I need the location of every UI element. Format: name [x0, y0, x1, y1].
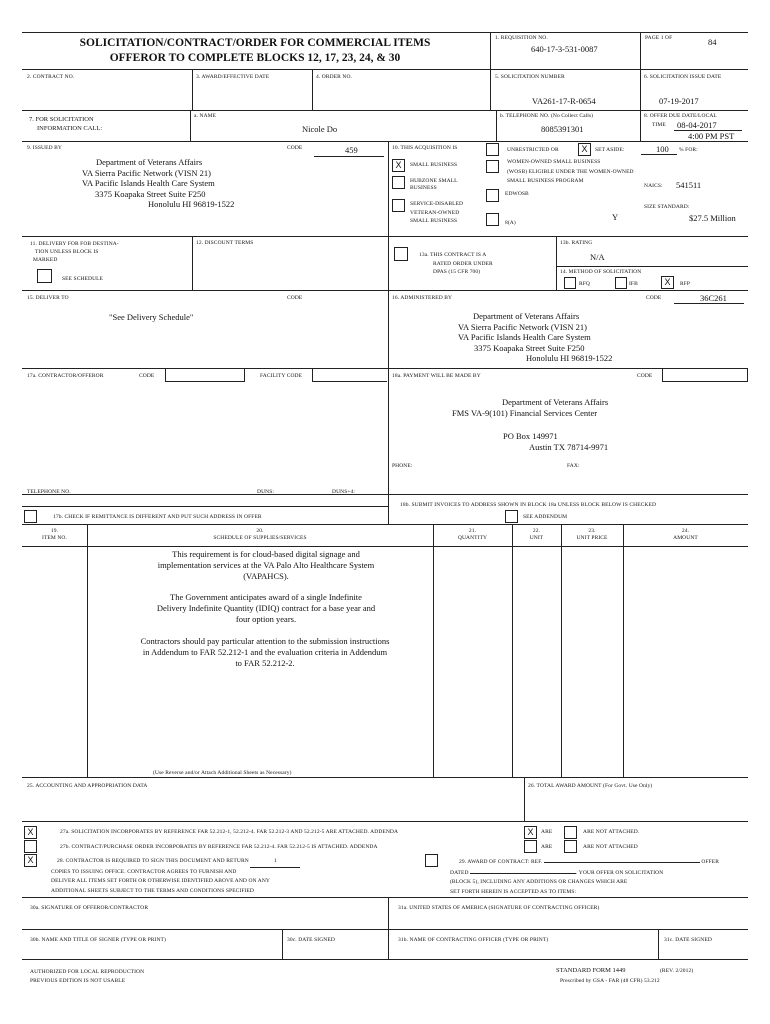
total-award-label: 26. TOTAL AWARD AMOUNT (For Govt. Use Only)	[528, 783, 653, 789]
deliver-to-label: 15. DELIVER TO	[27, 295, 69, 301]
rule	[388, 141, 389, 494]
footer-rev: (REV. 2/2012)	[660, 968, 694, 974]
rule	[388, 494, 389, 524]
edwosb-label: EDWOSB	[505, 191, 529, 197]
unrestricted-label: UNRESTRICTED OR	[507, 147, 559, 153]
schedule-paragraph: The Government anticipates award of a single Indefinite Delivery Indefinite Quantity (IDIQ) contract for a base year and four option years.	[156, 592, 376, 624]
27a-are-label: ARE	[541, 829, 553, 835]
addendum-label: SEE ADDENDUM	[523, 514, 568, 520]
rating-value: N/A	[590, 252, 605, 262]
col-item-no: 19. ITEM NO.	[42, 528, 67, 541]
small-business-label: SMALL BUSINESS	[410, 162, 458, 168]
order-no-label: 4. ORDER NO.	[316, 74, 353, 80]
rule	[490, 69, 491, 110]
remittance-checkbox[interactable]	[24, 510, 37, 523]
footer-prescribed: Prescribed by GSA - FAR (48 CFR) 53.212	[560, 978, 660, 984]
footer-auth: AUTHORIZED FOR LOCAL REPRODUCTION	[30, 969, 145, 975]
hubzone-checkbox[interactable]	[392, 176, 405, 189]
rating-label: 13b. RATING	[560, 240, 593, 246]
issue-date-label: 6. SOLICITATION ISSUE DATE	[644, 74, 722, 80]
27b-are-label: ARE	[541, 844, 553, 850]
wosb-label: WOMEN-OWNED SMALL BUSINESS (WOSB) ELIGIBLE UNDER THE WOMEN-OWNED SMALL BUSINESS PROGRAM	[507, 159, 634, 184]
deliver-to-value: "See Delivery Schedule"	[109, 312, 194, 322]
payment-code-field[interactable]	[662, 369, 748, 382]
facility-code-label: FACILITY CODE	[260, 373, 303, 379]
facility-code-field[interactable]	[312, 369, 387, 382]
payment-address: Department of Veterans Affairs FMS VA-9(101) Financial Services Center	[452, 397, 609, 418]
sdvosb-checkbox[interactable]	[392, 199, 405, 212]
28-checkbox[interactable]: X	[24, 854, 37, 867]
ifb-label: IFB	[629, 281, 638, 287]
rule	[22, 506, 388, 507]
edwosb-checkbox[interactable]	[486, 189, 499, 202]
27b-text: 27b. CONTRACT/PURCHASE ORDER INCORPORATES BY REFERENCE FAR 52.212-4. FAR 52.212-5 IS ATTACHED. ADDENDA	[60, 844, 378, 850]
contractor-code-label: CODE	[139, 373, 155, 379]
percent-for-label: % FOR:	[679, 147, 698, 153]
27b-are-not-label: ARE NOT ATTACHED	[583, 844, 638, 850]
hubzone-label: HUBZONE SMALL BUSINESS	[410, 178, 458, 191]
signer-date-label: 30c. DATE SIGNED	[287, 937, 335, 943]
rule	[22, 110, 748, 111]
payment-label: 18a. PAYMENT WILL BE MADE BY	[392, 373, 481, 379]
duns4-label: DUNS+4:	[332, 489, 356, 495]
col-unit-price: 23. UNIT PRICE	[576, 528, 608, 541]
rule	[640, 69, 641, 141]
8a-checkbox[interactable]	[486, 213, 499, 226]
rule	[641, 154, 677, 155]
col-unit: 22. UNIT	[529, 528, 544, 541]
27a-text: 27a. SOLICITATION INCORPORATES BY REFERENCE FAR 52.212-1, 52.212-4. FAR 52.212-3 AND 52.212-5 ARE ATTACHED. ADDENDA	[60, 829, 399, 835]
29-checkbox[interactable]	[425, 854, 438, 867]
size-standard: $27.5 Million	[689, 213, 736, 223]
telephone-number: 8085391301	[541, 124, 584, 134]
officer-name-label: 31b. NAME OF CONTRACTING OFFICER (TYPE OR PRINT)	[398, 937, 549, 943]
rule	[22, 546, 748, 547]
27a-checkbox[interactable]: X	[24, 826, 37, 839]
rule	[312, 69, 313, 110]
rule	[22, 290, 748, 291]
rule	[192, 69, 193, 110]
contractor-label: 17a. CONTRACTOR/OFFEROR	[27, 373, 104, 379]
rule	[496, 110, 497, 141]
deliver-to-code-label: CODE	[287, 295, 303, 301]
footer-prev: PREVIOUS EDITION IS NOT USABLE	[30, 978, 126, 984]
rule	[22, 236, 748, 237]
rule	[674, 303, 744, 304]
payment-po-box: PO Box 149971 Austin TX 78714-9971	[503, 431, 609, 452]
schedule-note: (Use Reverse and/or Attach Additional Sheets as Necessary)	[153, 770, 292, 776]
rule	[314, 156, 384, 157]
acquisition-label: 10. THIS ACQUISITION IS	[392, 145, 458, 151]
rule	[388, 897, 389, 959]
invoice-label: 18b. SUBMIT INVOICES TO ADDRESS SHOWN IN BLOCK 18a UNLESS BLOCK BELOW IS CHECKED	[400, 502, 657, 508]
rule	[433, 524, 434, 777]
offer-due-time: 4:00 PM PST	[688, 131, 735, 141]
administered-by-label: 16. ADMINISTERED BY	[392, 295, 453, 301]
requisition-label: 1. REQUISITION NO.	[495, 35, 548, 41]
29-text: 29. AWARD OF CONTRACT: REF. OFFER DATED . YOUR OFFER ON SOLICITATION (BLOCK 5), INCLUDING ANY ADDITIONS OR CHANGES WHICH ARE SET FORTH HEREIN IS ACCEPTED AS TO ITEMS:	[450, 859, 720, 895]
rfp-label: RFP	[680, 281, 691, 287]
set-aside-label: SET ASIDE:	[595, 147, 625, 153]
signature-offeror-label: 30a. SIGNATURE OF OFFEROR/CONTRACTOR	[30, 905, 149, 911]
method-label: 14. METHOD OF SOLICITATION	[560, 269, 642, 275]
rfq-checkbox[interactable]	[564, 277, 576, 289]
remittance-label: 17b. CHECK IF REMITTANCE IS DIFFERENT AND PUT SUCH ADDRESS IN OFFER	[53, 514, 262, 520]
form-border-bottom	[22, 959, 748, 960]
rule	[640, 32, 641, 69]
rule	[282, 929, 283, 959]
28-text: 28. CONTRACTOR IS REQUIRED TO SIGN THIS DOCUMENT AND RETURN 1 COPIES TO ISSUING OFFICE. CONTRACTOR AGREES TO FURNISH AND DELIVER ALL ITEMS SET FORTH OR OTHERWISE IDENTIFIED ABOVE AND ON ANY ADDITIONAL SHEETS SUBJECT TO THE TERMS AND CONDITIONS SPECIFIED	[51, 857, 300, 896]
rule	[556, 266, 748, 267]
see-schedule-label: SEE SCHEDULE	[62, 276, 104, 282]
rule	[192, 236, 193, 290]
discount-terms-label: 12. DISCOUNT TERMS	[196, 240, 254, 246]
rule	[490, 32, 491, 69]
27a-are-not-checkbox[interactable]	[564, 826, 577, 839]
col-amount: 24. AMOUNT	[673, 528, 698, 541]
page-total: 84	[708, 37, 717, 47]
administered-by-code: 36C261	[700, 293, 727, 303]
27a-are-not-label: ARE NOT ATTACHED.	[583, 829, 640, 835]
rule	[658, 929, 659, 959]
copies-field[interactable]: 1	[250, 857, 300, 868]
schedule-paragraph: This requirement is for cloud-based digital signage and implementation services at the VA Palo Alto Healthcare System (VAPAHCS).	[157, 549, 375, 581]
time-label: TIME	[652, 122, 666, 128]
small-business-checkbox[interactable]: X	[392, 159, 405, 172]
offer-due-date: 08-04-2017	[677, 120, 717, 130]
requisition-number: 640-17-3-531-0087	[531, 44, 598, 54]
footer-form: STANDARD FORM 1449	[556, 967, 626, 974]
8a-label: 8(A)	[505, 220, 516, 226]
27b-are-checkbox[interactable]	[524, 840, 537, 853]
rfq-label: RFQ	[579, 281, 590, 287]
fob-destination-label: 11. DELIVERY FOR FOB DESTINA- TION UNLESS BLOCK IS MARKED	[30, 241, 119, 263]
issued-by-code-label: CODE	[287, 145, 303, 151]
see-schedule-checkbox[interactable]	[37, 269, 52, 283]
issued-by-label: 9. ISSUED BY	[27, 145, 62, 151]
administered-by-code-label: CODE	[646, 295, 662, 301]
administered-by-address: Department of Veterans Affairs VA Sierra Pacific Network (VISN 21) VA Pacific Islands Health Care System 3375 Koapaka Street Suite F250 Honolulu HI 96819-1522	[458, 311, 613, 363]
rule	[87, 524, 88, 777]
issued-by-address: Department of Veterans Affairs VA Sierra Pacific Network (VISN 21) VA Pacific Islands Health Care System 3375 Koapaka Street Suite F250 Honolulu HI 96819-1522	[82, 157, 235, 209]
ifb-checkbox[interactable]	[615, 277, 627, 289]
contact-name: Nicole Do	[302, 124, 338, 134]
rule	[22, 141, 748, 142]
solicitation-number: VA261-17-R-0654	[532, 96, 596, 106]
set-aside-checkbox[interactable]: X	[578, 143, 591, 156]
rule	[556, 236, 557, 290]
rated-order-label: 13a. THIS CONTRACT IS A RATED ORDER UNDER DPAS (15 CFR 700)	[419, 252, 493, 275]
contract-no-label: 2. CONTRACT NO.	[27, 74, 75, 80]
rule	[22, 524, 748, 525]
accounting-label: 25. ACCOUNTING AND APPROPRIATION DATA	[27, 783, 148, 789]
rule	[22, 494, 748, 495]
naics-label: NAICS:	[644, 183, 663, 189]
rule	[524, 777, 525, 821]
signature-officer-label: 31a. UNITED STATES OF AMERICA (SIGNATURE OF CONTRACTING OFFICER)	[398, 905, 600, 911]
schedule-paragraph: Contractors should pay particular attention to the submission instructions in Addendum to FAR 52.212-1 and the evaluation criteria in Addendum to FAR 52.212-2.	[140, 636, 390, 668]
rule	[623, 524, 624, 777]
award-date-label: 3. AWARD/EFFECTIVE DATE	[196, 74, 270, 80]
set-aside-percent: 100	[656, 144, 669, 154]
payment-fax-label: FAX:	[567, 463, 580, 469]
addendum-checkbox[interactable]	[505, 510, 518, 523]
rated-order-checkbox[interactable]	[394, 247, 408, 261]
8a-value: Y	[612, 212, 619, 222]
signer-name-label: 30b. NAME AND TITLE OF SIGNER (TYPE OR PRINT)	[30, 937, 166, 943]
27b-are-not-checkbox[interactable]	[564, 840, 577, 853]
size-standard-label: SIZE STANDARD:	[644, 204, 690, 210]
solicitation-number-label: 5. SOLICITATION NUMBER	[495, 74, 565, 80]
payment-phone-label: PHONE:	[392, 463, 413, 469]
col-quantity: 21. QUANTITY	[457, 528, 488, 541]
rule	[512, 524, 513, 777]
col-supplies: 20. SCHEDULE OF SUPPLIES/SERVICES	[213, 528, 307, 541]
rule	[190, 110, 191, 141]
rfp-checkbox[interactable]: X	[661, 276, 674, 289]
rule	[22, 929, 748, 930]
sdvosb-label: SERVICE-DISABLED VETERAN-OWNED SMALL BUSINESS	[410, 201, 464, 224]
contractor-code-field[interactable]	[165, 369, 245, 382]
issued-by-code: 459	[345, 145, 358, 155]
rule	[22, 897, 748, 898]
telephone-label: b. TELEPHONE NO. (No Collect Calls)	[500, 113, 594, 119]
page-label: PAGE 1 OF	[645, 35, 673, 41]
payment-code-label: CODE	[637, 373, 653, 379]
name-label: a. NAME	[194, 113, 217, 119]
naics-code: 541511	[676, 180, 702, 190]
unrestricted-checkbox[interactable]	[486, 143, 499, 156]
27b-checkbox[interactable]	[24, 840, 37, 853]
info-call-label: 7. FOR SOLICITATION INFORMATION CALL:	[29, 116, 103, 132]
rule	[22, 777, 748, 778]
issue-date: 07-19-2017	[659, 96, 699, 106]
telephone-label-17: TELEPHONE NO.	[27, 489, 71, 495]
officer-date-label: 31c. DATE SIGNED	[664, 937, 712, 943]
wosb-checkbox[interactable]	[486, 160, 499, 173]
duns-label: DUNS:	[257, 489, 275, 495]
27a-are-checkbox[interactable]: X	[524, 826, 537, 839]
offer-due-label: 8. OFFER DUE DATE/LOCAL	[644, 113, 717, 119]
rule	[561, 524, 562, 777]
form-title: SOLICITATION/CONTRACT/ORDER FOR COMMERCIAL ITEMS OFFEROR TO COMPLETE BLOCKS 12, 17, 23, 24, & 30	[79, 37, 431, 64]
rule	[22, 821, 748, 822]
